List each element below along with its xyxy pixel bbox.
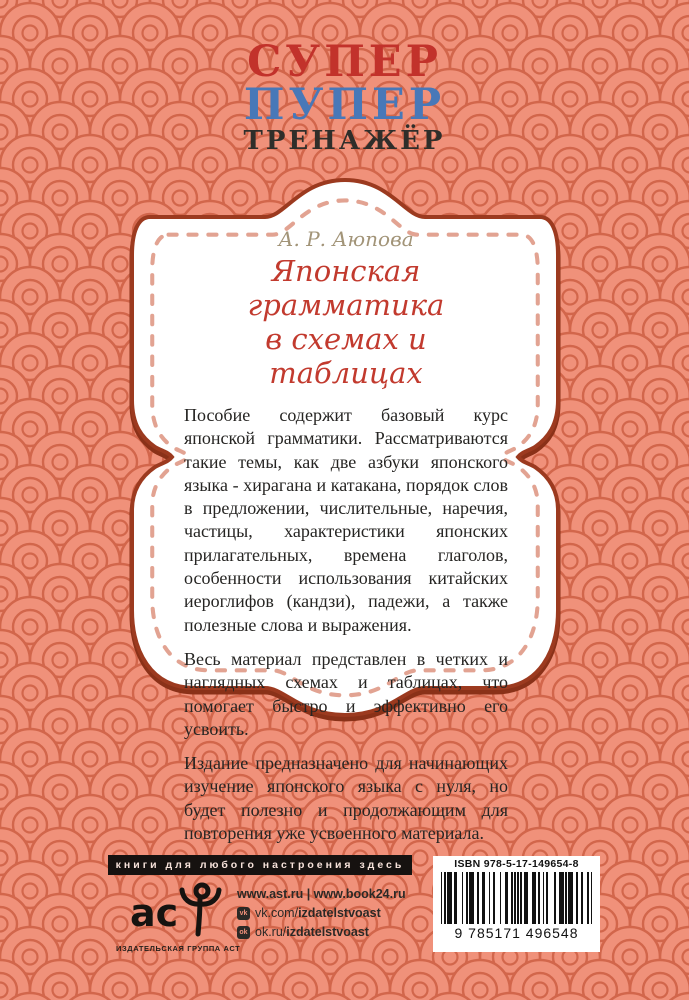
annotation-paragraph: Пособие содержит базовый курс японской грамматики. Рассматриваются такие темы, как две азбуки японского языка - хирагана и катакана, порядок слов в предложении, числительные, наречия, частицы, характеристики японских прилагательных, времена глаголов, особенности использования китайских иероглифов (кандзи), падежи, а также полезные слова и выражения. — [184, 405, 508, 635]
isbn-number: ISBN 978-5-17-149654-8 — [454, 858, 579, 870]
publisher-links — [237, 887, 406, 939]
book-title — [184, 254, 508, 390]
ast-logo-letters: ас — [130, 891, 179, 935]
annotation — [184, 404, 508, 845]
ok-icon: ok — [237, 926, 250, 939]
ast-figure-icon — [182, 885, 219, 934]
annotation-paragraph: Издание предназначено для начинающих изучение японского языка с нуля, но будет полезно и продолжающим для повторения уже усвоенного материала. — [184, 753, 508, 844]
series-logo-line1: СУПЕР — [247, 37, 442, 87]
series-logo-line3: ТРЕНАЖЁР — [243, 126, 446, 156]
vk-link: vk.com/izdatelstvoast — [255, 906, 381, 920]
book-title-line2: в схемах и таблицах — [265, 322, 427, 390]
ok-link-row — [237, 925, 406, 939]
barcode-digits: 9 785171 496548 — [454, 925, 579, 941]
cover-text-block — [184, 226, 508, 845]
ast-logo — [116, 880, 228, 938]
barcode-box — [433, 856, 600, 952]
slogan-banner: книги для любого настроения здесь — [108, 855, 412, 875]
series-logo-line2: ПУПЕР — [243, 80, 446, 130]
barcode-bars — [439, 872, 594, 924]
publisher-block — [116, 880, 241, 953]
book-title-line1: Японская грамматика — [247, 254, 445, 322]
author-name: А. Р. Аюпова — [278, 227, 414, 251]
ok-link: ok.ru/izdatelstvoast — [255, 925, 369, 939]
publisher-caption: ИЗДАТЕЛЬСКАЯ ГРУППА АСТ — [116, 944, 241, 953]
websites-line: www.ast.ru | www.book24.ru — [237, 887, 406, 901]
vk-icon: vk — [237, 907, 250, 920]
annotation-paragraph: Весь материал представлен в четких и наглядных схемах и таблицах, что помогает быстро и эффективно его усвоить. — [184, 648, 508, 739]
vk-link-row — [237, 906, 406, 920]
